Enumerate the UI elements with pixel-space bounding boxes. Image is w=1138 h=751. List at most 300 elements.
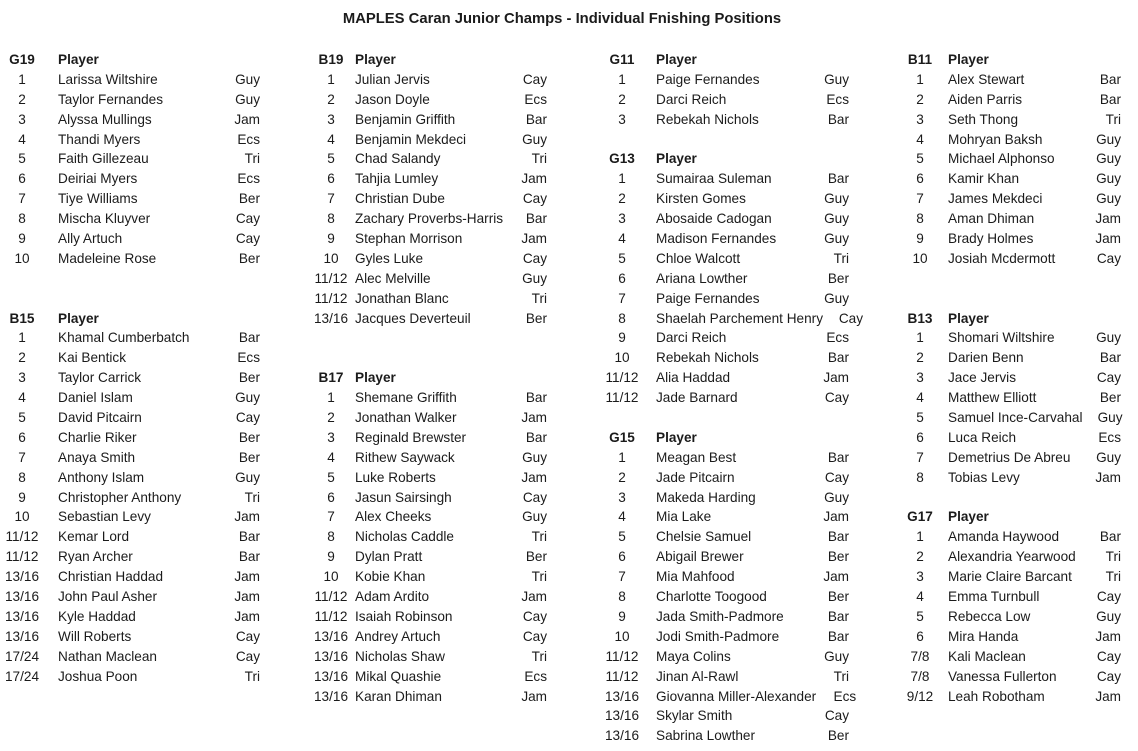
team-cell: Ber (525, 310, 547, 326)
team-cell: Cay (522, 628, 547, 644)
position-cell: 8 (18, 469, 26, 485)
position-cell: 3 (327, 429, 335, 445)
team-cell: Tri (244, 489, 260, 505)
position-cell: 7 (916, 191, 924, 207)
position-cell: 3 (18, 111, 26, 127)
section-header-row-b19 (309, 50, 547, 70)
team-cell: Guy (824, 231, 849, 247)
position-cell: 2 (916, 91, 924, 107)
position-cell: 3 (618, 211, 626, 227)
position-cell: 9 (618, 608, 626, 624)
result-row (0, 507, 260, 527)
team-cell: Cay (235, 231, 260, 247)
team-cell: Ecs (237, 171, 260, 187)
team-cell: Tri (1105, 569, 1121, 585)
result-row (0, 149, 260, 169)
player-name-cell: Meagan Best (656, 449, 737, 465)
position-cell: 10 (14, 250, 30, 266)
player-name-cell: Jada Smith-Padmore (656, 608, 784, 624)
player-name-cell: Joshua Poon (58, 668, 138, 684)
section-header-row-b15 (0, 309, 260, 329)
section-header-row-b11 (898, 50, 1121, 70)
player-name-cell: Sabrina Lowther (656, 728, 755, 744)
result-row (600, 706, 849, 726)
position-cell: 4 (916, 390, 924, 406)
result-row (898, 169, 1121, 189)
blank-row (898, 488, 1121, 508)
team-cell: Bar (1099, 529, 1121, 545)
player-name-cell: Sebastian Levy (58, 509, 151, 525)
result-row (600, 587, 849, 607)
player-name-cell: Maya Colins (656, 648, 731, 664)
position-cell: 10 (614, 350, 630, 366)
result-row (0, 388, 260, 408)
result-row (0, 368, 260, 388)
player-column-header: Player (355, 52, 396, 67)
result-row (309, 189, 547, 209)
result-row (0, 428, 260, 448)
player-name-cell: Nathan Maclean (58, 648, 157, 664)
team-cell: Guy (522, 131, 547, 147)
player-name-cell: Darci Reich (656, 91, 727, 107)
team-cell: Bar (1099, 350, 1121, 366)
result-row (600, 289, 849, 309)
result-row (898, 607, 1121, 627)
blank-row (898, 269, 1121, 289)
result-row (898, 587, 1121, 607)
player-name-cell: Mohryan Baksh (948, 131, 1043, 147)
result-row (600, 567, 849, 587)
team-cell: Guy (1096, 330, 1121, 346)
result-row (898, 647, 1121, 667)
position-cell: 7 (18, 191, 26, 207)
result-row (309, 90, 547, 110)
player-name-cell: Makeda Harding (656, 489, 756, 505)
result-row (898, 70, 1121, 90)
player-name-cell: Rebekah Nichols (656, 350, 759, 366)
position-cell: 10 (614, 628, 630, 644)
player-name-cell: James Mekdeci (948, 191, 1043, 207)
player-name-cell: Alec Melville (355, 270, 431, 286)
section-header-row-g13 (600, 149, 849, 169)
team-cell: Ber (238, 449, 260, 465)
result-row (309, 587, 547, 607)
player-name-cell: Madeleine Rose (58, 250, 157, 266)
player-column-header: Player (948, 52, 989, 67)
player-name-cell: Leah Robotham (948, 688, 1045, 704)
position-cell: 5 (916, 410, 924, 426)
player-name-cell: Rebekah Nichols (656, 111, 759, 127)
position-cell: 9 (916, 231, 924, 247)
player-name-cell: Michael Alphonso (948, 151, 1055, 167)
team-cell: Ber (827, 549, 849, 565)
player-name-cell: Ariana Lowther (656, 270, 748, 286)
player-name-cell: Mia Lake (656, 509, 712, 525)
position-cell: 11/12 (314, 608, 348, 624)
player-name-cell: Larissa Wiltshire (58, 71, 158, 87)
player-name-cell: Marie Claire Barcant (948, 569, 1072, 585)
position-cell: 8 (916, 469, 924, 485)
result-row (600, 229, 849, 249)
player-name-cell: Julian Jervis (355, 71, 430, 87)
team-cell: Ber (238, 191, 260, 207)
position-cell: 2 (18, 350, 26, 366)
team-cell: Jam (1095, 628, 1121, 644)
position-cell: 7 (618, 290, 626, 306)
result-row (309, 607, 547, 627)
section-header-row-g11 (600, 50, 849, 70)
section-code-label: B17 (318, 370, 344, 386)
team-cell: Cay (1096, 370, 1121, 386)
team-cell: Guy (824, 211, 849, 227)
position-cell: 13/16 (604, 708, 640, 724)
team-cell: Guy (824, 71, 849, 87)
result-row (309, 149, 547, 169)
position-cell: 4 (618, 509, 626, 525)
team-cell: Guy (824, 191, 849, 207)
position-cell: 7/8 (910, 648, 930, 664)
position-cell: 4 (18, 390, 26, 406)
team-cell: Guy (1097, 410, 1123, 426)
result-row (898, 130, 1121, 150)
position-cell: 3 (618, 489, 626, 505)
team-cell: Bar (525, 390, 547, 406)
result-row (0, 130, 260, 150)
team-cell: Tri (531, 569, 547, 585)
result-row (309, 667, 547, 687)
position-cell: 1 (327, 71, 335, 87)
player-name-cell: Deiriai Myers (58, 171, 138, 187)
player-name-cell: Rebecca Low (948, 608, 1031, 624)
team-cell: Jam (521, 589, 547, 605)
player-name-cell: Brady Holmes (948, 231, 1034, 247)
player-name-cell: Christian Haddad (58, 569, 164, 585)
player-column-header: Player (948, 509, 989, 525)
team-cell: Cay (522, 489, 547, 505)
team-cell: Jam (1095, 231, 1121, 247)
position-cell: 13/16 (313, 688, 349, 704)
position-cell: 13/16 (604, 728, 640, 744)
result-row (898, 368, 1121, 388)
position-cell: 3 (916, 370, 924, 386)
position-cell: 9 (18, 231, 26, 247)
position-cell: 13/16 (604, 688, 640, 704)
result-row (600, 328, 849, 348)
team-cell: Tri (1105, 549, 1121, 565)
team-cell: Jam (1095, 469, 1121, 485)
position-cell: 10 (323, 250, 339, 266)
team-cell: Cay (235, 628, 260, 644)
player-name-cell: Christopher Anthony (58, 489, 182, 505)
player-column-header: Player (656, 52, 697, 67)
position-cell: 11/12 (605, 668, 639, 684)
results-column-2 (309, 50, 547, 706)
team-cell: Jam (234, 589, 260, 605)
position-cell: 5 (618, 529, 626, 545)
position-cell: 13/16 (313, 628, 349, 644)
player-name-cell: Jade Pitcairn (656, 469, 735, 485)
position-cell: 6 (18, 171, 26, 187)
team-cell: Cay (522, 608, 547, 624)
team-cell: Bar (238, 549, 260, 565)
position-cell: 13/16 (313, 648, 349, 664)
section-code-label: B15 (9, 310, 35, 326)
team-cell: Cay (1096, 668, 1121, 684)
team-cell: Bar (525, 111, 547, 127)
position-cell: 1 (618, 171, 626, 187)
player-name-cell: Kobie Khan (355, 569, 426, 585)
result-row (898, 547, 1121, 567)
player-name-cell: Chloe Walcott (656, 250, 741, 266)
player-name-cell: Shaelah Parchement Henry (656, 310, 823, 326)
result-row (309, 130, 547, 150)
position-cell: 8 (327, 529, 335, 545)
player-name-cell: Alyssa Mullings (58, 111, 152, 127)
team-cell: Jam (823, 509, 849, 525)
result-row (0, 488, 260, 508)
player-name-cell: Mikal Quashie (355, 668, 442, 684)
position-cell: 2 (327, 410, 335, 426)
blank-row (600, 408, 849, 428)
player-name-cell: Ryan Archer (58, 549, 133, 565)
player-name-cell: Taylor Carrick (58, 370, 142, 386)
player-name-cell: Ally Artuch (58, 231, 123, 247)
position-cell: 6 (916, 171, 924, 187)
position-cell: 13/16 (4, 628, 40, 644)
team-cell: Cay (235, 648, 260, 664)
position-cell: 8 (916, 211, 924, 227)
player-name-cell: Isaiah Robinson (355, 608, 453, 624)
position-cell: 10 (912, 250, 928, 266)
result-row (309, 547, 547, 567)
result-row (898, 567, 1121, 587)
result-row (600, 169, 849, 189)
position-cell: 8 (327, 211, 335, 227)
player-name-cell: Will Roberts (58, 628, 132, 644)
position-cell: 7 (327, 191, 335, 207)
result-row (600, 348, 849, 368)
position-cell: 9 (18, 489, 26, 505)
result-row (0, 607, 260, 627)
result-row (0, 547, 260, 567)
player-name-cell: Mira Handa (948, 628, 1019, 644)
player-name-cell: Jonathan Walker (355, 410, 457, 426)
team-cell: Guy (824, 648, 849, 664)
position-cell: 17/24 (4, 668, 40, 684)
result-row (600, 726, 849, 746)
position-cell: 9/12 (906, 688, 934, 704)
result-row (600, 249, 849, 269)
team-cell: Bar (827, 608, 849, 624)
team-cell: Jam (234, 569, 260, 585)
position-cell: 4 (18, 131, 26, 147)
team-cell: Ber (525, 549, 547, 565)
player-name-cell: Shomari Wiltshire (948, 330, 1055, 346)
player-name-cell: Christian Dube (355, 191, 445, 207)
result-row (0, 90, 260, 110)
section-header-row-g17 (898, 507, 1121, 527)
player-name-cell: Benjamin Mekdeci (355, 131, 467, 147)
position-cell: 1 (18, 71, 26, 87)
section-code-label: B19 (318, 52, 344, 67)
player-name-cell: Zachary Proverbs-Harris (355, 211, 504, 227)
team-cell: Tri (244, 668, 260, 684)
position-cell: 6 (18, 429, 26, 445)
position-cell: 8 (618, 310, 626, 326)
result-row (600, 448, 849, 468)
player-name-cell: Jason Doyle (355, 91, 430, 107)
section-header-row-b17 (309, 368, 547, 388)
result-row (898, 388, 1121, 408)
team-cell: Cay (824, 390, 849, 406)
team-cell: Jam (234, 509, 260, 525)
team-cell: Ber (238, 370, 260, 386)
team-cell: Tri (244, 151, 260, 167)
team-cell: Guy (235, 91, 260, 107)
team-cell: Ecs (833, 688, 857, 704)
result-row (0, 408, 260, 428)
team-cell: Cay (1096, 648, 1121, 664)
result-row (600, 209, 849, 229)
team-cell: Jam (521, 410, 547, 426)
result-row (600, 90, 849, 110)
section-header-row-g15 (600, 428, 849, 448)
player-name-cell: Luca Reich (948, 429, 1017, 445)
position-cell: 17/24 (4, 648, 40, 664)
position-cell: 2 (916, 549, 924, 565)
result-row (600, 368, 849, 388)
position-cell: 11/12 (314, 290, 348, 306)
position-cell: 6 (327, 489, 335, 505)
player-name-cell: Kemar Lord (58, 529, 130, 545)
team-cell: Guy (1096, 449, 1121, 465)
team-cell: Ber (238, 250, 260, 266)
team-cell: Guy (522, 509, 547, 525)
result-row (600, 189, 849, 209)
player-name-cell: Emma Turnbull (948, 589, 1040, 605)
blank-row (309, 328, 547, 348)
result-row (309, 408, 547, 428)
position-cell: 13/16 (4, 608, 40, 624)
team-cell: Bar (238, 330, 260, 346)
position-cell: 11/12 (5, 549, 39, 565)
team-cell: Guy (1096, 191, 1121, 207)
position-cell: 2 (618, 91, 626, 107)
position-cell: 5 (327, 469, 335, 485)
player-name-cell: Anthony Islam (58, 469, 145, 485)
team-cell: Cay (235, 410, 260, 426)
team-cell: Bar (238, 529, 260, 545)
position-cell: 6 (618, 270, 626, 286)
player-name-cell: Alex Stewart (948, 71, 1025, 87)
player-column-header: Player (948, 310, 989, 326)
section-code-label: G19 (9, 52, 35, 67)
result-row (600, 547, 849, 567)
result-row (309, 110, 547, 130)
player-name-cell: Chad Salandy (355, 151, 441, 167)
position-cell: 11/12 (605, 370, 639, 386)
position-cell: 13/16 (313, 668, 349, 684)
player-name-cell: Alex Cheeks (355, 509, 432, 525)
result-row (309, 388, 547, 408)
position-cell: 8 (618, 589, 626, 605)
player-name-cell: Jasun Sairsingh (355, 489, 452, 505)
result-row (898, 468, 1121, 488)
section-code-label: B13 (907, 310, 933, 326)
result-row (898, 229, 1121, 249)
result-row (309, 229, 547, 249)
position-cell: 3 (916, 569, 924, 585)
player-name-cell: Kai Bentick (58, 350, 127, 366)
result-row (309, 507, 547, 527)
team-cell: Guy (824, 489, 849, 505)
result-row (898, 348, 1121, 368)
result-row (898, 448, 1121, 468)
player-name-cell: Madison Fernandes (656, 231, 777, 247)
result-row (600, 269, 849, 289)
position-cell: 2 (327, 91, 335, 107)
team-cell: Jam (1095, 688, 1121, 704)
team-cell: Tri (531, 290, 547, 306)
result-row (0, 209, 260, 229)
result-row (898, 408, 1121, 428)
position-cell: 3 (916, 111, 924, 127)
results-column-4 (898, 50, 1121, 706)
result-row (0, 448, 260, 468)
position-cell: 5 (18, 410, 26, 426)
position-cell: 11/12 (314, 589, 348, 605)
result-row (0, 169, 260, 189)
player-name-cell: Reginald Brewster (355, 429, 467, 445)
position-cell: 7/8 (910, 668, 930, 684)
player-name-cell: Nicholas Shaw (355, 648, 445, 664)
player-name-cell: Jace Jervis (948, 370, 1016, 386)
player-name-cell: Faith Gillezeau (58, 151, 149, 167)
result-row (309, 468, 547, 488)
team-cell: Tri (531, 529, 547, 545)
team-cell: Ecs (524, 91, 547, 107)
team-cell: Bar (827, 350, 849, 366)
result-row (600, 607, 849, 627)
result-row (309, 687, 547, 707)
result-row (898, 627, 1121, 647)
team-cell: Jam (521, 469, 547, 485)
team-cell: Guy (235, 71, 260, 87)
team-cell: Cay (522, 250, 547, 266)
team-cell: Tri (531, 151, 547, 167)
player-name-cell: Andrey Artuch (355, 628, 441, 644)
blank-row (898, 289, 1121, 309)
position-cell: 9 (618, 330, 626, 346)
player-name-cell: Gyles Luke (355, 250, 424, 266)
team-cell: Guy (522, 449, 547, 465)
player-name-cell: Jinan Al-Rawl (656, 668, 739, 684)
player-name-cell: Charlie Riker (58, 429, 137, 445)
position-cell: 13/16 (4, 569, 40, 585)
result-row (309, 527, 547, 547)
section-code-label: B11 (907, 52, 933, 67)
result-row (309, 249, 547, 269)
team-cell: Cay (522, 71, 547, 87)
position-cell: 11/12 (605, 390, 639, 406)
position-cell: 2 (618, 469, 626, 485)
position-cell: 5 (618, 250, 626, 266)
team-cell: Ecs (826, 330, 849, 346)
section-header-row-b13 (898, 309, 1121, 329)
page-title: MAPLES Caran Junior Champs - Individual Fnishing Positions (342, 11, 782, 27)
team-cell: Cay (824, 708, 849, 724)
team-cell: Cay (1096, 589, 1121, 605)
